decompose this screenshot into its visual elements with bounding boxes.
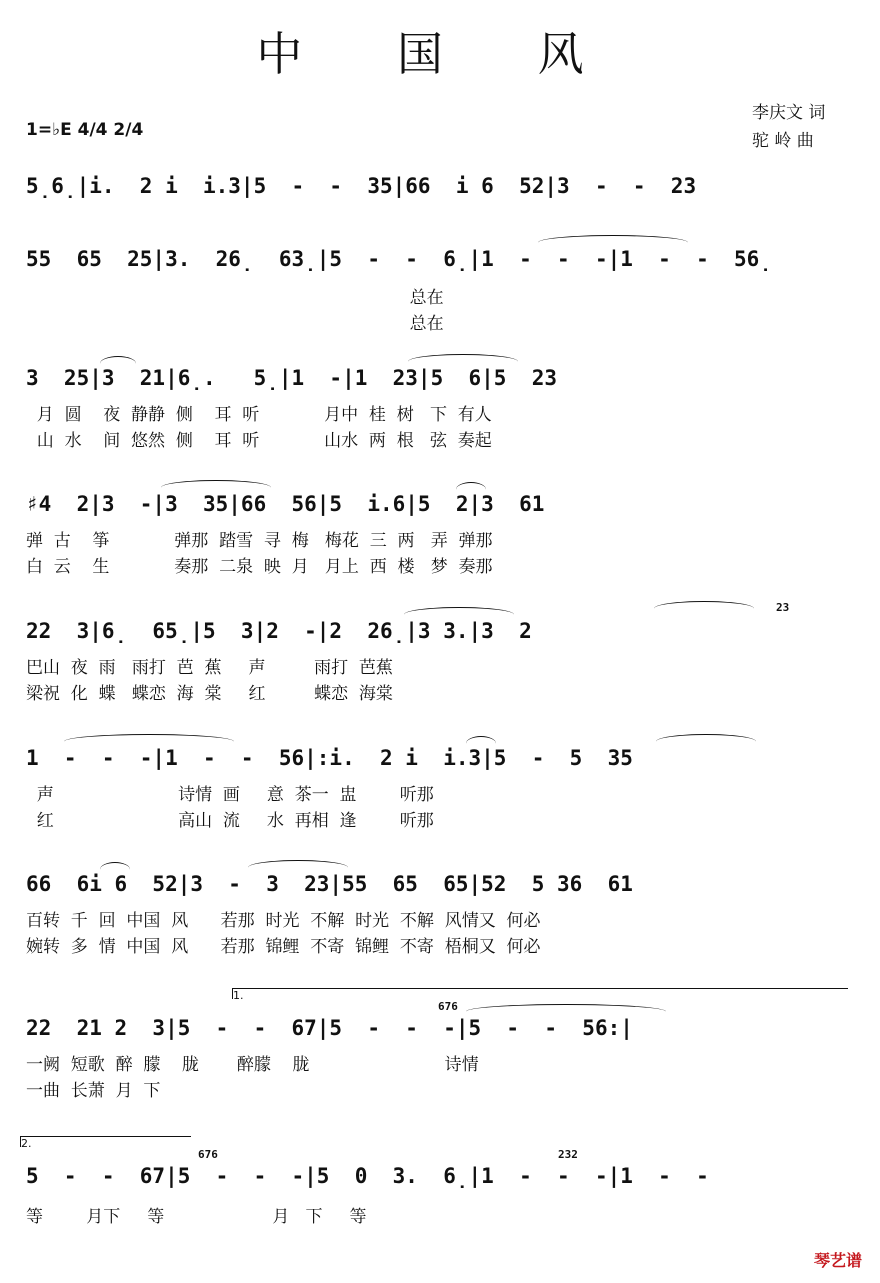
tie-arc [404, 607, 514, 622]
slur-arc [466, 736, 496, 751]
notes-line: 5 - - 67|5 - - -|5 0 3. 6̣|1 - - -|1 - - [26, 1164, 709, 1188]
score-system-1 [26, 170, 854, 210]
score-system-4 [26, 488, 854, 583]
lyric-verse-1: 月 圆 夜 静静 侧 耳 听 月中 桂 树 下 有人 [26, 405, 492, 425]
notes-line: 5̣6̣|i. 2 i i.3|5 - - 35|66 i 6 52|3 - - 23 [26, 174, 697, 198]
lyric-verse-2: 一曲 长萧 月 下 [26, 1081, 161, 1101]
slur-arc [456, 482, 486, 497]
notes-line: 1 - - -|1 - - 56|:i. 2 i i.3|5 - 5 35 [26, 746, 633, 770]
score-system-6 [26, 742, 854, 837]
score-system-8 [26, 989, 854, 1107]
lyric-verse-1: 百转 千 回 中国 风 若那 时光 不解 时光 不解 风情又 何必 [26, 911, 541, 931]
score-system-7 [26, 868, 854, 963]
notes-line: 66 6i 6 52|3 - 3 23|55 65 65|52 5 36 61 [26, 872, 633, 896]
tie-arc [654, 601, 754, 616]
lyricist-credit: 李庆文 词 [752, 103, 826, 123]
first-ending-bracket [232, 988, 848, 1002]
lyric-verse-1: 声 诗情 画 意 茶一 盅 听那 [26, 785, 434, 805]
first-ending-label: 1. [233, 989, 244, 1002]
lyric-verse-2: 山 水 间 悠然 侧 耳 听 山水 两 根 弦 奏起 [26, 431, 492, 451]
lyric-verse-1: 巴山 夜 雨 雨打 芭 蕉 声 雨打 芭蕉 [26, 658, 393, 678]
score-system-9 [21, 1137, 854, 1240]
score-system-5 [26, 601, 854, 705]
slur-arc [100, 862, 130, 877]
slur-arc [100, 356, 136, 371]
tie-arc [161, 480, 271, 495]
lyric-verse-2: 婉转 多 情 中国 风 若那 锦鲤 不寄 锦鲤 不寄 梧桐又 何必 [26, 937, 541, 957]
notes-line: 3 25|3 21|6̣. 5̣|1 -|1 23|5 6|5 23 [26, 366, 558, 390]
score-system-3 [26, 362, 854, 457]
tie-arc [538, 235, 688, 250]
second-ending-bracket [20, 1136, 191, 1150]
key-signature: 1=♭E 4/4 2/4 [26, 120, 144, 140]
lyric-verse-1: 总在 [26, 288, 444, 308]
grace-notes: 676 [438, 1000, 458, 1013]
notes-line: 22 21 2 3|5 - - 67|5 - - -|5 - - 56:| [26, 1016, 633, 1040]
notes-line: ♯4 2|3 -|3 35|66 56|5 i.6|5 2|3 61 [26, 492, 545, 516]
grace-notes: 232 [558, 1148, 578, 1161]
tie-arc [656, 734, 756, 749]
lyric-verse-1: 等 月下 等 月 下 等 [26, 1207, 367, 1227]
lyric-verse-2: 总在 [26, 314, 444, 334]
notes-line: 55 65 25|3. 26̣ 63̣|5 - - 6̣|1 - - -|1 - - 56̣ [26, 247, 772, 271]
page-title: 中 国 风 [256, 27, 624, 81]
tie-arc [466, 1004, 666, 1019]
second-ending-label: 2. [21, 1137, 32, 1150]
lyric-verse-2: 红 高山 流 水 再相 逢 听那 [26, 811, 434, 831]
tie-arc [64, 734, 234, 749]
lyric-verse-2: 白 云 生 奏那 二泉 映 月 月上 西 楼 梦 奏那 [26, 557, 493, 577]
grace-notes: 23 [776, 601, 790, 614]
score-system-2 [26, 243, 854, 338]
watermark-logo: 琴艺谱 [813, 1251, 862, 1270]
composer-credit: 驼 岭 曲 [752, 131, 814, 151]
grace-notes: 676 [198, 1148, 218, 1161]
notes-line: 22 3|6̣ 65̣|5 3|2 -|2 26̣|3 3.|3 2 [26, 619, 532, 643]
tie-arc [248, 860, 348, 875]
lyric-verse-1: 一阙 短歌 醉 朦 胧 醉朦 胧 诗情 [26, 1055, 479, 1075]
tie-arc [408, 354, 518, 369]
lyric-verse-2: 梁祝 化 蝶 蝶恋 海 棠 红 蝶恋 海棠 [26, 684, 393, 704]
lyric-verse-1: 弹 古 筝 弹那 踏雪 寻 梅 梅花 三 两 弄 弹那 [26, 531, 493, 551]
